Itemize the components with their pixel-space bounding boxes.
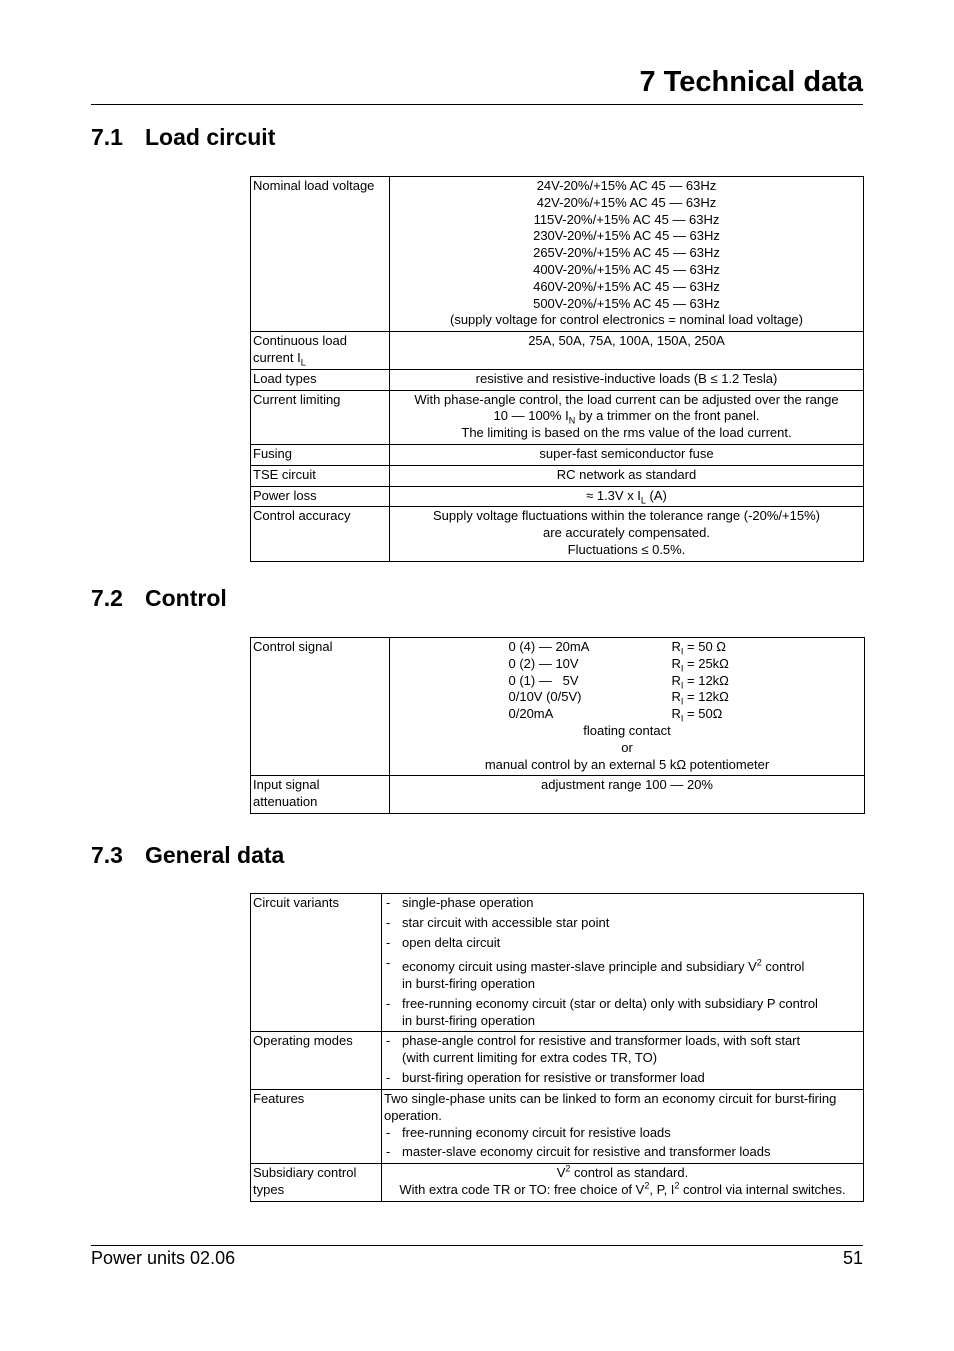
list-item: - economy circuit using master-slave principle and subsidiary $V^2$ control in burst-firing operation <box>384 955 861 993</box>
section-heading-control <box>91 585 227 612</box>
voltage-value: 115V-20%/+15% AC 45 — 63Hz <box>533 211 720 227</box>
row-label: Current limiting <box>251 390 390 444</box>
section-title: General data <box>145 842 285 868</box>
row-label: Operating modes <box>251 1032 382 1090</box>
table-row <box>251 465 864 486</box>
floating-contact-text: floating contact <box>583 722 671 738</box>
row-label: Continuous load current $I_L$ <box>251 332 390 370</box>
section-number: 7.3 <box>91 842 123 868</box>
section-heading-load-circuit <box>91 124 275 151</box>
row-label: Features <box>251 1089 382 1163</box>
signal-range-row: 0 (1) — 5V $R_I = 12k\Omega$ <box>508 672 729 691</box>
current-limiting-value: With phase-angle control, the load current can be adjusted over the range 10 — 100% $I_N$ by a trimmer on the front panel. The limiting is based on the rms value of the load current. <box>390 390 864 444</box>
load-circuit-table <box>250 176 864 562</box>
voltage-value: 400V-20%/+15% AC 45 — 63Hz <box>533 261 720 277</box>
voltage-value: 460V-20%/+15% AC 45 — 63Hz <box>533 278 720 294</box>
list-item: - master-slave economy circuit for resistive and transformer loads <box>384 1144 863 1161</box>
attenuation-value: adjustment range 100 — 20% <box>390 776 865 814</box>
features-cell <box>382 1089 864 1163</box>
voltage-value: 230V-20%/+15% AC 45 — 63Hz <box>533 228 720 244</box>
table-row <box>251 1032 864 1090</box>
row-label: Input signal attenuation <box>251 776 390 814</box>
section-heading-general-data <box>91 842 284 869</box>
subsidiary-control-cell: $V^2$ control as standard. With extra code TR or TO: free choice of $V^2$, P, $I^2$ control via internal switches. <box>382 1164 864 1202</box>
table-row <box>251 894 864 1032</box>
section-title: Control <box>145 585 227 611</box>
table-row <box>251 1164 864 1202</box>
features-intro: Two single-phase units can be linked to form an economy circuit for burst-firing operation. <box>384 1090 837 1123</box>
manual-control-text: manual control by an external 5 kΩ potentiometer <box>484 756 770 772</box>
load-types-value: resistive and resistive-inductive loads (B ≤ 1.2 Tesla) <box>390 369 864 390</box>
signal-range-row: 0 (4) — 20mA $R_I = 50$ Ω <box>508 639 727 657</box>
table-row <box>251 177 864 332</box>
list-item: - single-phase operation <box>384 895 861 912</box>
control-signal-cell <box>390 638 865 776</box>
row-label: Fusing <box>251 444 390 465</box>
voltage-value: 265V-20%/+15% AC 45 — 63Hz <box>533 245 720 261</box>
signal-range-row: 0/20mA $R_I = 50\Omega$ <box>508 706 723 724</box>
section-title: Load circuit <box>145 124 276 150</box>
page-number: 51 <box>842 1248 863 1268</box>
section-number: 7.2 <box>91 585 123 611</box>
table-row <box>251 507 864 561</box>
control-table <box>250 637 865 814</box>
operating-modes-cell <box>382 1032 864 1090</box>
fusing-value: super-fast semiconductor fuse <box>390 444 864 465</box>
row-label: Subsidiary control types <box>251 1164 382 1202</box>
voltage-note: (supply voltage for control electronics = nominal load voltage) <box>450 312 803 328</box>
header-rule <box>91 104 863 105</box>
row-label: Circuit variants <box>251 894 382 1032</box>
circuit-variants-cell <box>382 894 864 1032</box>
table-row <box>251 776 865 814</box>
table-row <box>251 369 864 390</box>
row-label: Power loss <box>251 486 390 507</box>
tse-value: RC network as standard <box>390 465 864 486</box>
row-label: Control accuracy <box>251 507 390 561</box>
list-item: - open delta circuit <box>384 935 861 952</box>
or-text: or <box>621 739 633 755</box>
list-item: - burst-firing operation for resistive or transformer load <box>384 1070 861 1087</box>
row-label: Nominal load voltage <box>251 177 390 332</box>
list-item: - star circuit with accessible star point <box>384 915 861 932</box>
footer-document-title: Power units 02.06 <box>91 1248 236 1268</box>
voltage-value: 500V-20%/+15% AC 45 — 63Hz <box>533 295 720 311</box>
general-data-table <box>250 893 864 1202</box>
section-number: 7.1 <box>91 124 123 150</box>
continuous-current-value: 25A, 50A, 75A, 100A, 150A, 250A <box>390 332 864 370</box>
table-row <box>251 444 864 465</box>
table-row <box>251 390 864 444</box>
list-item: - free-running economy circuit for resistive loads <box>384 1125 863 1142</box>
list-item: - phase-angle control for resistive and transformer loads, with soft start (with current limiting for extra codes TR, TO) <box>384 1033 861 1067</box>
table-row <box>251 332 864 370</box>
table-row <box>251 638 865 776</box>
voltage-value: 42V-20%/+15% AC 45 — 63Hz <box>536 194 717 210</box>
nominal-voltage-cell <box>390 177 864 332</box>
table-row <box>251 486 864 507</box>
chapter-title: 7 Technical data <box>639 66 863 98</box>
table-row <box>251 1089 864 1163</box>
signal-range-row: 0 (2) — 10V $R_I = 25k\Omega$ <box>508 655 729 674</box>
power-loss-value: ≈ 1.3V x $I_L$ (A) <box>390 486 864 507</box>
row-label: TSE circuit <box>251 465 390 486</box>
row-label: Load types <box>251 369 390 390</box>
control-accuracy-value: Supply voltage fluctuations within the tolerance range (-20%/+15%) are accurately compensated. Fluctuations ≤ 0.5%. <box>390 507 864 561</box>
voltage-value: 24V-20%/+15% AC 45 — 63Hz <box>536 178 717 193</box>
signal-range-row: 0/10V (0/5V) $R_I = 12k\Omega$ <box>508 689 729 707</box>
footer-rule <box>91 1245 863 1246</box>
row-label: Control signal <box>251 638 390 776</box>
list-item: - free-running economy circuit (star or delta) only with subsidiary P control in burst-firing operation <box>384 996 861 1030</box>
